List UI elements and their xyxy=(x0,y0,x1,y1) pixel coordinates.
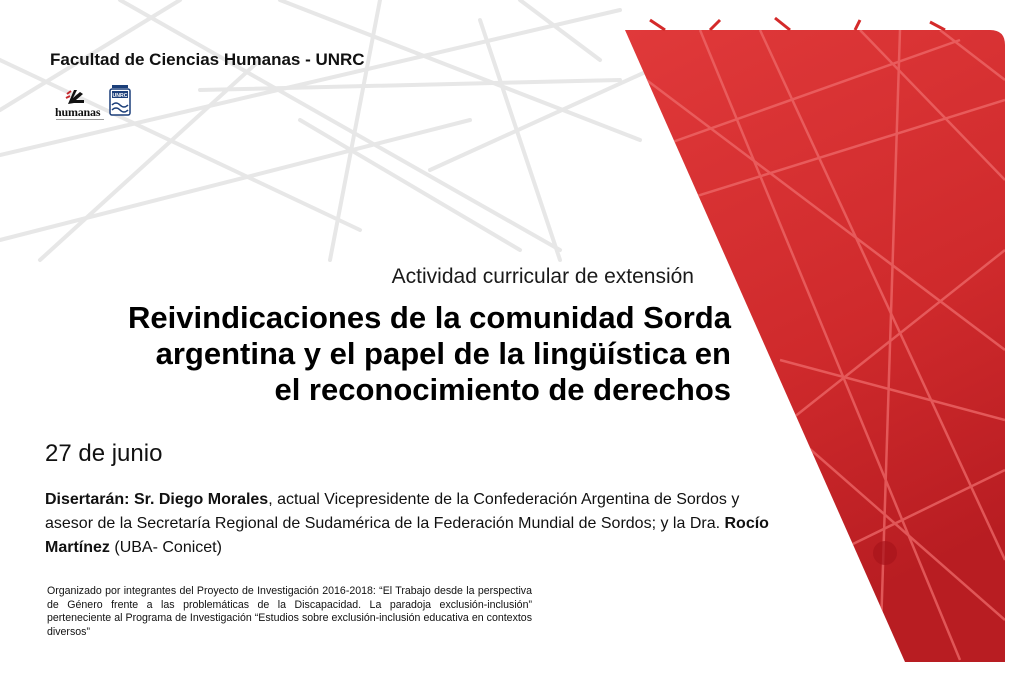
speaker-2-name: Rocío Martínez xyxy=(45,515,769,556)
event-title-line-3: el reconocimiento de derechos xyxy=(274,372,731,407)
humanas-logo-rule xyxy=(56,119,104,120)
organizer-note: Organizado por integrantes del Proyecto de Investigación 2016-2018: “El Trabajo desde la perspectiva de Género frente a las problemáticas de la Discapacidad. La paradoja exclusión-inclusión” perteneciente al Programa de Investigación “Estudios sobre exclusión-inclusión educativa en contextos diversos” xyxy=(47,585,532,638)
speaker-1-name: Sr. Diego Morales xyxy=(133,491,269,508)
humanas-logo xyxy=(55,86,107,122)
event-subtitle: Actividad curricular de extensión xyxy=(391,265,694,288)
unrc-logo-text: UNRC xyxy=(112,93,128,99)
humanas-logo-text: humanas xyxy=(55,105,101,119)
red-accent-marks xyxy=(650,18,945,30)
event-date: 27 de junio xyxy=(45,440,163,467)
unrc-logo xyxy=(109,85,131,119)
event-title-line-1: Reivindicaciones de la comunidad Sorda xyxy=(128,300,731,335)
speaker-1-description: , actual Vicepresidente de la Confederación Argentina de Sordos y asesor de la Secretaría Regional de Sudamérica de la Federación Mundial de Sordos; y la Dra. xyxy=(45,491,740,532)
speakers-label: Disertarán: xyxy=(45,491,130,508)
faculty-title: Facultad de Ciencias Humanas - UNRC xyxy=(50,50,365,69)
speaker-2-description: (UBA- Conicet) xyxy=(114,539,222,556)
speakers-paragraph xyxy=(45,488,775,560)
event-title xyxy=(11,300,731,408)
event-title-line-2: argentina y el papel de la lingüística en xyxy=(155,336,731,371)
background-line-network xyxy=(0,0,650,260)
red-panel-burst xyxy=(873,541,897,565)
